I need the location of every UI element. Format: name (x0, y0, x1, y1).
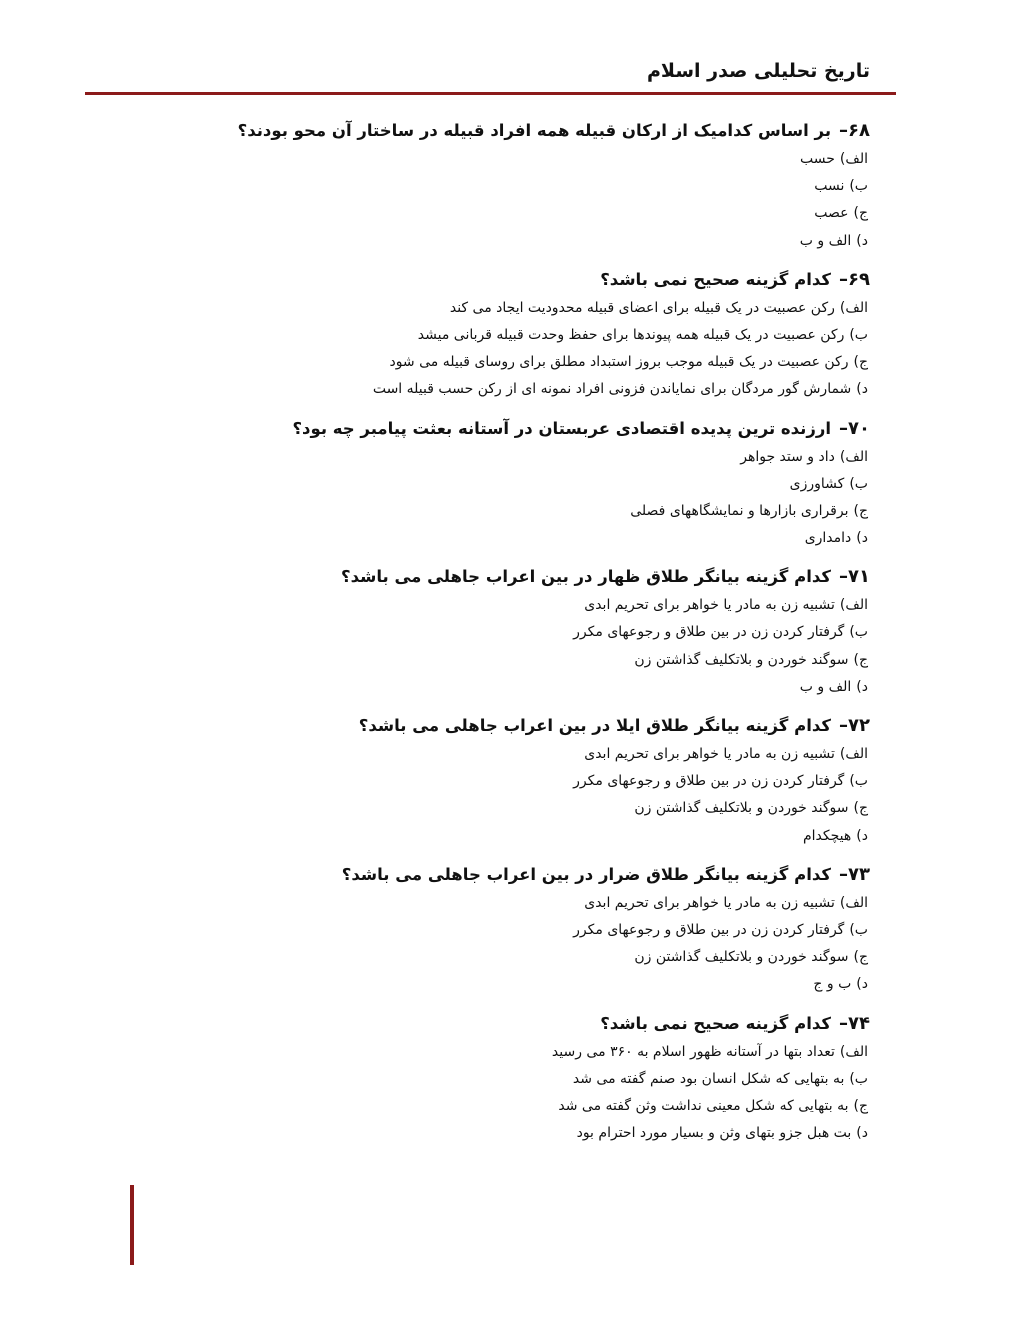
option-letter: ب) (849, 921, 868, 938)
question-number: ۷۴– (839, 1012, 870, 1034)
answer-option (170, 200, 868, 227)
option-text: حسب (800, 151, 835, 167)
option-letter: ب) (849, 624, 868, 641)
options-list (170, 890, 870, 999)
option-letter: الف) (839, 151, 868, 167)
option-letter: ب) (849, 475, 868, 492)
answer-option (170, 471, 868, 498)
option-text: رکن عصبیت در یک قبیله موجب بروز استبداد مطلق برای روسای قبیله می شود (389, 354, 849, 371)
question-text: کدام گزینه صحیح نمی باشد؟ (600, 1013, 832, 1033)
option-letter: ج) (853, 502, 868, 519)
option-text: سوگند خوردن و بلاتکلیف گذاشتن زن (634, 949, 849, 966)
option-text: به بتهایی که شکل انسان بود صنم گفته می شد (572, 1070, 845, 1087)
question-block (170, 265, 870, 404)
answer-option (170, 823, 868, 850)
option-letter: ج) (853, 949, 868, 966)
option-text: گرفتار کردن زن در بین طلاق و رجوعهای مکرر (573, 624, 845, 641)
option-letter: ج) (853, 800, 868, 817)
question-text: کدام گزینه صحیح نمی باشد؟ (600, 269, 832, 289)
question-number: ۷۱– (839, 566, 870, 588)
option-letter: ب) (849, 326, 868, 343)
option-text: تشبیه زن به مادر یا خواهر برای تحریم ابدی (584, 746, 835, 762)
option-text: شمارش گور مردگان برای نمایاندن فزونی افراد نمونه ای از رکن حسب قبیله است (372, 381, 852, 398)
question-title (170, 414, 870, 444)
question-block (170, 562, 870, 701)
option-text: الف و ب (799, 678, 852, 695)
answer-option (170, 228, 868, 255)
page-header-title: تاریخ تحلیلی صدر اسلام (646, 60, 870, 82)
answer-option (170, 890, 868, 917)
answer-option (170, 1039, 868, 1066)
option-letter: ب) (849, 178, 868, 195)
option-letter: ب) (849, 773, 868, 790)
options-list (170, 741, 870, 850)
question-number: ۶۸– (839, 120, 870, 141)
answer-option (170, 741, 868, 768)
answer-option (170, 674, 868, 701)
question-number: ۷۲– (839, 715, 870, 736)
question-block (170, 1009, 870, 1148)
question-number: ۷۰– (839, 417, 870, 439)
answer-option (170, 768, 868, 795)
option-letter: الف) (839, 299, 868, 316)
answer-option (170, 1093, 868, 1120)
question-text: کدام گزینه بیانگر طلاق ایلا در بین اعراب جاهلی می باشد؟ (358, 716, 832, 735)
answer-option (170, 525, 868, 552)
question-block (170, 860, 870, 999)
question-number: ۷۳– (839, 863, 870, 885)
option-text: نسب (814, 178, 845, 195)
options-list (170, 592, 870, 701)
option-letter: ج) (853, 205, 868, 222)
option-text: گرفتار کردن زن در بین طلاق و رجوعهای مکرر (573, 773, 845, 790)
option-letter: الف) (839, 894, 868, 911)
header-rule (85, 92, 896, 95)
answer-option (170, 349, 868, 376)
answer-option (170, 173, 868, 200)
answer-option (170, 376, 868, 403)
option-letter: ج) (853, 1097, 868, 1114)
option-text: تعداد بتها در آستانه ظهور اسلام به ۳۶۰ می رسید (551, 1043, 835, 1060)
option-letter: د) (856, 827, 868, 844)
question-text: کدام گزینه بیانگر طلاق ضرار در بین اعراب جاهلی می باشد؟ (341, 864, 832, 884)
question-title (170, 711, 870, 741)
options-list (170, 1039, 870, 1148)
answer-option (170, 592, 868, 619)
answer-option (170, 498, 868, 525)
questions-list (170, 116, 870, 1157)
option-text: داد و ستد جواهر (740, 448, 835, 465)
answer-option (170, 1066, 868, 1093)
question-text: ارزنده ترین پدیده اقتصادی عربستان در آستانه بعثت پیامبر چه بود؟ (292, 418, 832, 438)
answer-option (170, 619, 868, 646)
options-list (170, 146, 870, 255)
answer-option (170, 944, 868, 971)
answer-option (170, 146, 868, 173)
option-text: سوگند خوردن و بلاتکلیف گذاشتن زن (634, 800, 849, 817)
answer-option (170, 647, 868, 674)
option-text: به بتهایی که شکل معینی نداشت وثن گفته می شد (558, 1097, 849, 1114)
question-block (170, 116, 870, 255)
question-text: بر اساس کدامیک از ارکان قبیله همه افراد قبیله در ساختار آن محو بودند؟ (237, 121, 832, 140)
answer-option (170, 444, 868, 471)
option-text: تشبیه زن به مادر یا خواهر برای تحریم ابدی (584, 894, 835, 911)
option-text: عصب (814, 205, 849, 222)
option-letter: ب) (849, 1070, 868, 1087)
question-number: ۶۹– (839, 268, 870, 290)
option-text: برقراری بازارها و نمایشگاههای فصلی (630, 502, 849, 519)
question-title (170, 265, 870, 295)
option-letter: الف) (839, 1043, 868, 1060)
option-letter: الف) (839, 448, 868, 465)
question-title (170, 860, 870, 890)
answer-option (170, 322, 868, 349)
option-letter: د) (856, 1125, 868, 1142)
option-text: سوگند خوردن و بلاتکلیف گذاشتن زن (634, 651, 849, 668)
option-letter: الف) (839, 597, 868, 614)
option-letter: ج) (853, 651, 868, 668)
answer-option (170, 917, 868, 944)
question-title (170, 562, 870, 592)
option-letter: د) (856, 530, 868, 547)
option-text: بت هبل جزو بتهای وثن و بسیار مورد احترام بود (576, 1125, 852, 1142)
option-letter: د) (856, 232, 868, 249)
option-text: رکن عصبیت در یک قبیله همه پیوندها برای حفظ وحدت قبیله قربانی میشد (417, 326, 845, 343)
option-letter: د) (856, 678, 868, 695)
option-text: رکن عصبیت در یک قبیله برای اعضای قبیله محدودیت ایجاد می کند (449, 299, 835, 316)
question-block (170, 711, 870, 850)
options-list (170, 444, 870, 553)
question-block (170, 414, 870, 553)
answer-option (170, 1120, 868, 1147)
option-text: گرفتار کردن زن در بین طلاق و رجوعهای مکرر (573, 921, 845, 938)
option-text: تشبیه زن به مادر یا خواهر برای تحریم ابدی (584, 597, 835, 614)
option-text: کشاورزی (789, 475, 845, 492)
question-title (170, 1009, 870, 1039)
option-letter: د) (856, 381, 868, 398)
option-text: الف و ب (799, 232, 852, 249)
answer-option (170, 295, 868, 322)
page-margin-bar (130, 1185, 134, 1265)
option-letter: ج) (853, 354, 868, 371)
option-letter: د) (856, 976, 868, 993)
options-list (170, 295, 870, 404)
option-text: دامداری (804, 530, 852, 547)
option-text: ب و ج (813, 976, 852, 993)
answer-option (170, 795, 868, 822)
answer-option (170, 971, 868, 998)
option-letter: الف) (839, 746, 868, 762)
option-text: هیچکدام (803, 827, 852, 844)
question-text: کدام گزینه بیانگر طلاق ظهار در بین اعراب جاهلی می باشد؟ (341, 567, 832, 587)
question-title (170, 116, 870, 146)
